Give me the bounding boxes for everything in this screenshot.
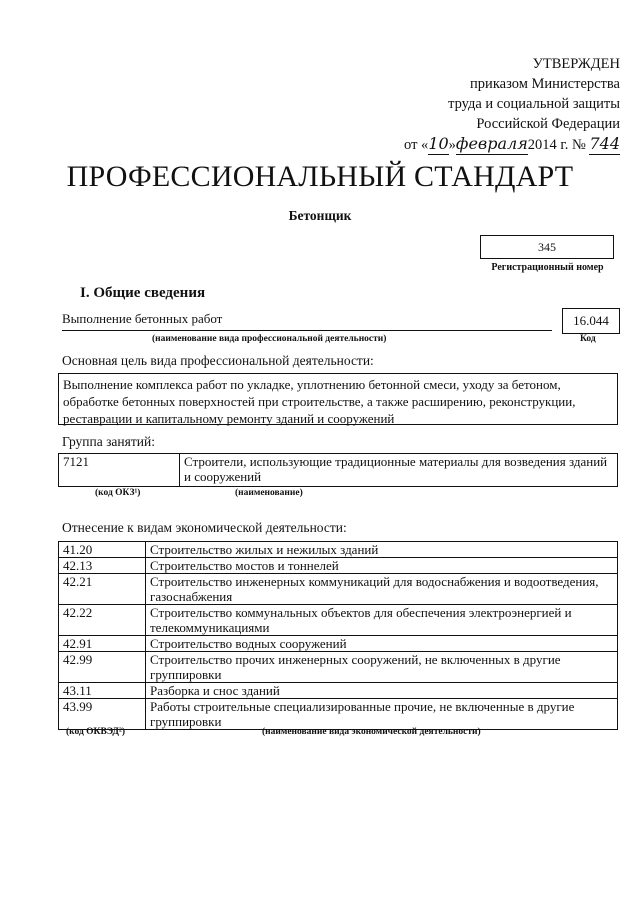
table-row [59, 636, 618, 652]
occupation-group-table [58, 453, 618, 487]
section-heading: I. Общие сведения [80, 285, 206, 301]
okved-name-cell: Разборка и снос зданий [146, 683, 618, 699]
table-row [59, 699, 618, 730]
table-row [59, 683, 618, 699]
group-name-cell: Строители, использующие традиционные материалы для возведения зданий и сооружений [180, 454, 618, 487]
order-year: 2014 г. № [527, 137, 586, 153]
table-row [59, 652, 618, 683]
okved-name-cell: Строительство мостов и тоннелей [146, 558, 618, 574]
okved-name-cell: Строительство коммунальных объектов для обеспечения электроэнергией и телекоммуникациями [146, 605, 618, 636]
table-row [59, 542, 618, 558]
okved-code-cell: 43.11 [59, 683, 146, 699]
goal-text-box: Выполнение комплекса работ по укладке, уплотнению бетонной смеси, уходу за бетоном, обработке бетонных поверхностей при строительстве, а также расширению, реконструкции, реставрации и капитальному ремонту зданий и сооружений [58, 373, 618, 425]
okved-name-cell: Строительство инженерных коммуникаций для водоснабжения и водоотведения, газоснабжения [146, 574, 618, 605]
approval-block [380, 54, 620, 155]
registration-number-box: 345 [480, 235, 614, 259]
approval-line: Российской Федерации [476, 116, 620, 132]
okved-name-caption: (наименование вида экономической деятельности) [262, 727, 481, 737]
order-mid: » [448, 137, 456, 153]
order-line [380, 134, 620, 155]
okved-label: Отнесение к видам экономической деятельности: [62, 520, 347, 535]
table-row [59, 605, 618, 636]
table-row [59, 558, 618, 574]
approval-line: приказом Министерства [470, 76, 620, 92]
order-prefix: от « [404, 137, 429, 153]
okved-code-cell: 42.13 [59, 558, 146, 574]
okved-code-caption: (код ОКВЭД²) [66, 727, 125, 737]
order-day: 10 [428, 134, 449, 153]
group-code-cell: 7121 [59, 454, 180, 487]
approval-line: УТВЕРЖДЕН [532, 56, 620, 72]
registration-label: Регистрационный номер [491, 262, 604, 273]
group-label: Группа занятий: [62, 434, 155, 449]
document-subtitle: Бетонщик [288, 208, 352, 223]
okved-name-cell: Строительство водных сооружений [146, 636, 618, 652]
okved-name-cell: Строительство жилых и нежилых зданий [146, 542, 618, 558]
document-title: ПРОФЕССИОНАЛЬНЫЙ СТАНДАРТ [66, 160, 574, 193]
okz-caption: (код ОКЗ¹) [95, 488, 141, 498]
order-number: 744 [589, 134, 620, 153]
order-month: февраля [455, 134, 528, 153]
okved-name-cell: Строительство прочих инженерных сооружений, не включенных в другие группировки [146, 652, 618, 683]
okved-code-cell: 42.91 [59, 636, 146, 652]
okved-code-cell: 42.21 [59, 574, 146, 605]
name-caption: (наименование) [235, 488, 303, 498]
goal-label: Основная цель вида профессиональной деятельности: [62, 353, 374, 368]
okved-code-cell: 42.22 [59, 605, 146, 636]
okved-code-cell: 41.20 [59, 542, 146, 558]
code-caption: Код [580, 334, 596, 344]
okved-name-cell: Работы строительные специализированные прочие, не включенные в другие группировки [146, 699, 618, 730]
okved-code-cell: 42.99 [59, 652, 146, 683]
activity-code-box: 16.044 [562, 308, 620, 334]
okved-code-cell: 43.99 [59, 699, 146, 730]
table-row [59, 574, 618, 605]
activity-name-field: Выполнение бетонных работ [62, 310, 552, 331]
activity-caption: (наименование вида профессиональной деятельности) [152, 334, 387, 344]
table-row [59, 454, 618, 487]
approval-line: труда и социальной защиты [448, 96, 620, 112]
okved-table [58, 541, 618, 730]
